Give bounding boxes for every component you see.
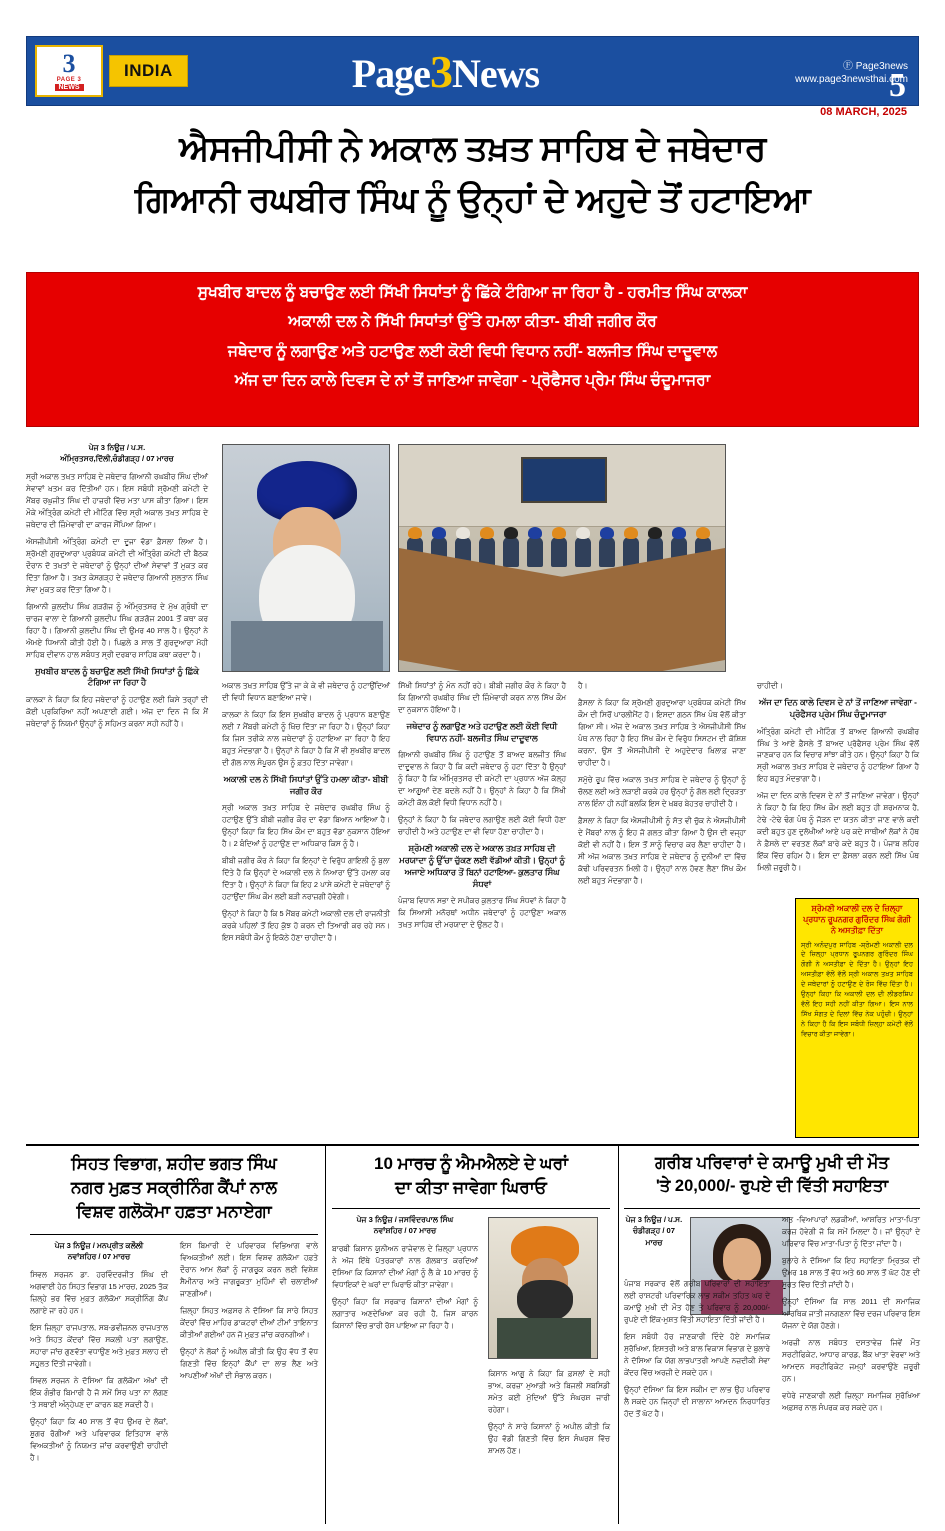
byline-line-2: ਨਵਾਂਸ਼ਹਿਰ / 07 ਮਾਰਚ (373, 1226, 437, 1236)
paragraph: ਕਿਸਾਨ ਆਗੂ ਨੇ ਕਿਹਾ ਕਿ ਫ਼ਸਲਾਂ ਦੇ ਸਹੀ ਭਾਅ, ਕਰਜ਼ਾ ਮੁਆਫ਼ੀ ਅਤੇ ਬਿਜਲੀ ਸਬਸਿਡੀ ਸਮੇਤ ਕਈ ਮੁੱਦਿਆਂ ਉੱਤੇ ਸੰਘਰਸ਼ ਜਾਰੀ ਰਹੇਗਾ। (488, 1369, 610, 1414)
quote-line-1: ਸੁਖਬੀਰ ਬਾਦਲ ਨੂੰ ਬਚਾਉਣ ਲਈ ਸਿੱਖੀ ਸਿਧਾਂਤਾਂ ਨੂੰ ਛਿੱਕੇ ਟੰਗਿਆ ਜਾ ਰਿਹਾ ਹੈ - ਹਰਮੀਤ ਸਿੰਘ ਕਾਲਕਾ (197, 284, 748, 301)
sub-heading: ਅਕਾਲੀ ਦਲ ਨੇ ਸਿੱਖੀ ਸਿਧਾਂਤਾਂ ਉੱਤੇ ਹਮਲਾ ਕੀਤਾ- ਬੀਬੀ ਜਗੀਰ ਕੌਰ (223, 773, 389, 796)
section-divider (26, 1144, 919, 1146)
facebook-handle[interactable] (703, 57, 908, 72)
paragraph: ਅਤ -ਵਿਆਪਾਰਾਂ ਲਡਕੀਆਂ, ਆਸ਼ਰਿਤ ਮਾਤਾ-ਪਿਤਾ ਕਰਜ਼ ਹੋਵੇਗੀ ਜੋ ਕਿ ਸਮੇਂ ਮਿਲਦਾ ਹੈ। ਜਾਂ ਉਨ੍ਹਾਂ ਦੇ ਪਰਿਵਾਰ ਵਿੱਚ ਮਾਤਾ-ਪਿਤਾ ਨੂੰ ਦਿੱਤਾ ਜਾਂਦਾ ਹੈ। (782, 1215, 920, 1248)
brand-wrap (188, 45, 703, 98)
brand-three: 3 (429, 45, 452, 97)
highlight-quotes-box (26, 272, 919, 427)
yellow-box-body: ਸ੍ਰੀ ਅਨੰਦਪੁਰ ਸਾਹਿਬ -ਸ਼੍ਰੋਮਣੀ ਅਕਾਲੀ ਦਲ ਦੇ ਜ਼ਿਲ੍ਹਾ ਪ੍ਰਧਾਨ ਰੂਪਨਗਰ ਗੁਰਿੰਦਰ ਸਿੰਘ ਗੋਗੀ ਨੇ ਅਸਤੀਫ਼ਾ ਦੇ ਦਿੱਤਾ ਹੈ। ਉਨ੍ਹਾਂ ਇਹ ਅਸਤੀਫ਼ਾ ਵੱਲੋਂ ਵੱਲੋਂ ਸ੍ਰੀ ਅਕਾਲ ਤਖ਼ਤ ਸਾਹਿਬ ਦੇ ਜਥੇਦਾਰਾਂ ਨੂੰ ਹਟਾਉਣ ਦੇ ਰੋਸ ਵਿੱਚ ਦਿੱਤਾ ਹੈ। ਉਨ੍ਹਾਂ ਕਿਹਾ ਕਿ ਅਕਾਲੀ ਦਲ ਦੀ ਲੀਡਰਸ਼ਿਪ ਵੱਲੋਂ ਇਹ ਸਹੀ ਨਹੀਂ ਕੀਤਾ ਗਿਆ। ਇਸ ਨਾਲ ਸਿੱਖ ਸੰਗਤ ਦੇ ਦਿਲਾਂ ਵਿੱਚ ਨੇਕ ਪਹੁੰਚੀ। ਉਨ੍ਹਾਂ ਨੇ ਕਿਹਾ ਹੈ ਕਿ ਇਸ ਸਬੰਧੀ ਜ਼ਿਲ੍ਹਾ ਕਮੇਟੀ ਵੱਲੋਂ ਵਿਚਾਰ ਕੀਤਾ ਜਾਵੇਗਾ। (801, 941, 913, 1038)
paragraph: ਕਾਲਕਾ ਨੇ ਕਿਹਾ ਕਿ ਇਹ ਜਥੇਦਾਰਾਂ ਨੂੰ ਹਟਾਉਣ ਲਈ ਕਿਸੇ ਤਰ੍ਹਾਂ ਦੀ ਕੋਈ ਪ੍ਰਕਿਰਿਆ ਨਹੀਂ ਅਪਣਾਈ ਗਈ। ਅੱਜ ਦਾ ਦਿਨ ਜੋ ਕਿ ਮੈਂ ਜਥੇਦਾਰਾਂ ਨੂੰ ਨਿਯਮਾਂ ਉਨ੍ਹਾਂ ਨੂੰ ਸਹਿਮਤ ਕਰਨਾ ਸਹੀ ਨਹੀਂ ਹੈ। (26, 695, 208, 729)
paragraph: ਸ੍ਰੀ ਅਕਾਲ ਤਖ਼ਤ ਸਾਹਿਬ ਦੇ ਜਥੇਦਾਰ ਰਘਬੀਰ ਸਿੰਘ ਨੂੰ ਹਟਾਉਣ ਉੱਤੇ ਬੀਬੀ ਜਗੀਰ ਕੌਰ ਦਾ ਵੱਡਾ ਬਿਆਨ ਆਇਆ ਹੈ। ਉਨ੍ਹਾਂ ਕਿਹਾ ਕਿ ਇਹ ਸਿੱਖ ਕੌਮ ਦਾ ਬਹੁਤ ਵੱਡਾ ਨੁਕਸਾਨ ਹੋਇਆ ਹੈ। 2 ਬੰਦਿਆਂ ਨੂੰ ਹਟਾਉਣ ਦਾ ਅਧਿਕਾਰ ਕਿਸ ਨੂੰ ਹੈ। (222, 803, 390, 849)
lead-story-column-1 (26, 442, 208, 735)
issue-date: 08 MARCH, 2025 (820, 106, 907, 118)
paragraph: ਸਮੁੱਚੇ ਰੂਪ ਵਿੱਚ ਅਕਾਲ ਤਖ਼ਤ ਸਾਹਿਬ ਦੇ ਜਥੇਦਾਰ ਨੂੰ ਉਨ੍ਹਾਂ ਨੂੰ ਚੱਲਣ ਲਈ ਅਤੇ ਲੜਾਈ ਕਰਕੇ ਹਰ ਉਨ੍ਹਾਂ ਨੂੰ ਗੱਲ ਲਈ ਦ੍ਰਿੜਤਾ ਨਾਲ ਇੰਨਾ ਹੀ ਨਹੀਂ ਬਲਕਿ ਇਸ ਦੇ ਖ਼ਬਰ ਬੇਹਤਰ ਚਾਹੀਦੀ ਹੈ। (578, 774, 746, 808)
lead-story-column-2 (222, 680, 390, 949)
paragraph: ਇਸ ਜ਼ਿਲ੍ਹਾ ਰਾਜਪਤਾਲ, ਸਬ-ਡਵੀਜ਼ਨਲ ਰਾਜਪਤਾਲ ਅਤੇ ਸਿਹਤ ਕੇਂਦਰਾਂ ਵਿੱਚ ਸਕਲੀ ਪਤਾ ਲਗਾਉਣ, ਸਹਾਰਾ ਜਾਂਚ ਗੁਣਵੱਤਾ ਵਧਾਉਣ ਅਤੇ ਮੁਫ਼ਤ ਸਲਾਹ ਦੀ ਸਹੂਲਤ ਦਿੱਤੀ ਜਾਵੇਗੀ। (30, 1322, 168, 1368)
bottom-story-1-column-1 (30, 1240, 168, 1469)
lead-story-column-4 (578, 680, 746, 892)
title-line: ਗਰੀਬ ਪਰਿਵਾਰਾਂ ਦੇ ਕਮਾਊ ਮੁਖੀ ਦੀ ਮੌਤ (655, 1154, 889, 1172)
paragraph: ਵਧੇਰੇ ਜਾਣਕਾਰੀ ਲਈ ਜ਼ਿਲ੍ਹਾ ਸਮਾਜਿਕ ਸੁਰੱਖਿਆ ਅਫ਼ਸਰ ਨਾਲ ਸੰਪਰਕ ਕਰ ਸਕਦੇ ਹਨ। (782, 1390, 920, 1412)
brand-title (352, 45, 539, 98)
photo-committee-meeting (398, 444, 726, 672)
projector-screen (521, 457, 607, 503)
paragraph: ਚਾਹੀਦੀ। (757, 681, 783, 690)
paragraph: ਐਸਜੀਪੀਸੀ ਅੰਤ੍ਰਿੰਗ ਕਮੇਟੀ ਦਾ ਦੂਜਾ ਵੱਡਾ ਫ਼ੈਸਲਾ ਲਿਆ ਹੈ। ਸ਼੍ਰੋਮਣੀ ਗੁਰਦੁਆਰਾ ਪ੍ਰਬੰਧਕ ਕਮੇਟੀ ਦੀ ਅੰਤ੍ਰਿੰਗ ਕਮੇਟੀ ਦੀ ਬੈਠਕ ਦੌਰਾਨ ਦੋ ਤਖ਼ਤਾਂ ਦੇ ਜਥੇਦਾਰਾਂ ਨੂੰ ਉਨ੍ਹਾਂ ਦੀਆਂ ਸੇਵਾਵਾਂ ਤੋਂ ਮੁਕਤ ਕਰ ਦਿੱਤਾ ਗਿਆ ਹੈ। ਤਖ਼ਤ ਕੇਸਗੜ੍ਹ ਦੇ ਜਥੇਦਾਰ ਗਿਆਨੀ ਸੁਲਤਾਨ ਸਿੰਘ ਸੇਵਾ ਮੁਕਤ ਕਰ ਦਿੱਤਾ ਗਿਆ ਹੈ। (26, 536, 208, 594)
paragraph: ਅਕਾਲ ਤਖ਼ਤ ਸਾਹਿਬ ਉੱਤੇ ਜਾ ਕੇ ਕੇ ਵੀ ਜਥੇਦਾਰ ਨੂੰ ਹਟਾਉਂਦਿਆਂ ਦੀ ਵਿਧੀ ਵਿਧਾਨ ਬਣਾਇਆ ਜਾਵੇ। (222, 681, 390, 702)
title-line: ਦਾ ਕੀਤਾ ਜਾਵੇਗਾ ਘਿਰਾਓ (395, 1178, 547, 1198)
paragraph: ਅੱਜ ਦਾ ਦਿਨ ਕਾਲੇ ਦਿਵਸ ਦੇ ਨਾਂ ਤੋਂ ਜਾਣਿਆ ਜਾਵੇਗਾ। ਉਨ੍ਹਾਂ ਨੇ ਕਿਹਾ ਹੈ ਕਿ ਇਹ ਸਿੱਖ ਕੌਮ ਲਈ ਬਹੁਤ ਹੀ ਸ਼ਰਮਨਾਕ ਹੈ, ਟੇਢੇ -ਟੇਢੇ ਢੰਗ ਪੰਥ ਨੂੰ ਜੋੜਨ ਦਾ ਯਤਨ ਕੀਤਾ ਜਾਣ ਵਾਲੇ ਕਦੀ ਕਦੀ ਬਹੁਤ ਹੁਣ ਦੁਲੱਖੀਆਂ ਆਏ ਪਰ ਕਦੇ ਸਾਥੀਆਂ ਲੋਕਾਂ ਨੇ ਹੱਥ ਨੇ ਫ਼ੈਸਲੇ ਦਾ ਵਰਤਣ ਲੋਕਾਂ ਬਾਰੇ ਕਦੇ ਬਹੁਤ ਹੈ। ਪੰਜਾਬ ਲਹਿਰ ਇੱਕ ਵਿੱਚ ਰਹਿਮ ਹੈ। ਇਸ ਦਾ ਫ਼ੈਸਲਾ ਕਰਨ ਲਈ ਸਿੱਖ ਪੰਥ ਮਿਲੀ ਜ਼ਰੂਰੀ ਹੈ। (757, 791, 919, 873)
title-underline-3 (624, 1208, 920, 1209)
sub-heading: ਸ਼੍ਰੋਮਣੀ ਅਕਾਲੀ ਦਲ ਦੇ ਅਕਾਲ ਤਖ਼ਤ ਸਾਹਿਬ ਦੀ ਮਰਯਾਦਾ ਨੂੰ ਉੱਚਾ ਚੁੱਕਣ ਲਈ ਵੱਡੀਆਂ ਕੀਤੀ। ਉਨ੍ਹਾਂ ਨੂੰ ਅਜਾਏ ਅਧਿਕਾਰ ਤੋਂ ਬਿਨਾਂ ਹਟਾਇਆ- ਕੁਲਤਾਰ ਸਿੰਘ ਸੰਧਵਾਂ (399, 843, 565, 889)
yellow-box-heading: ਸ਼੍ਰੋਮਣੀ ਅਕਾਲੀ ਦਲ ਦੇ ਜ਼ਿਲ੍ਹਾ ਪ੍ਰਧਾਨ ਰੂਪਨਗਰ ਗੁਰਿੰਦਰ ਸਿੰਘ ਗੋਗੀ ਨੇ ਅਸਤੀਫ਼ਾ ਦਿੱਤਾ (803, 904, 911, 936)
title-line: ਵਿਸ਼ਵ ਗਲੋਕੋਮਾ ਹਫ਼ਤਾ ਮਨਾਏਗਾ (76, 1202, 272, 1222)
byline (30, 1240, 168, 1263)
title-underline-1 (30, 1234, 318, 1235)
paragraph: ਉਨ੍ਹਾਂ ਨੇ ਸਾਰੇ ਕਿਸਾਨਾਂ ਨੂੰ ਅਪੀਲ ਕੀਤੀ ਕਿ ਉਹ ਵੱਡੀ ਗਿਣਤੀ ਵਿੱਚ ਇਸ ਸੰਘਰਸ਼ ਵਿੱਚ ਸ਼ਾਮਲ ਹੋਣ। (488, 1421, 610, 1455)
paragraph: ਫ਼ੈਸਲਾ ਨੇ ਕਿਹਾ ਕਿ ਸ਼੍ਰੋਮਣੀ ਗੁਰਦੁਆਰਾ ਪ੍ਰਬੰਧਕ ਕਮੇਟੀ ਸਿੱਖ ਕੌਮ ਦੀ ਸਿਰੋਂ ਪਾਰਲੀਮੈਂਟ ਹੋ। ਇਸਦਾ ਗਠਨ ਸਿੱਖ ਪੰਥ ਵੱਲੋਂ ਕੀਤਾ ਗਿਆ ਸੀ। ਅੱਜ ਦੇ ਅਕਾਲ ਤਖ਼ਤ ਸਾਹਿਬ ਤੇ ਐਸਜੀਪੀਸੀ ਸਿੱਖ ਪੰਥ ਨਾਲ ਰਿਹਾ ਹੈ ਇਹ ਸਿੱਖ ਕੌਮ ਦੇ ਵਿਰੁੱਧ ਸਿਸਟਮ ਦੀ ਕੋਸ਼ਿਸ਼ ਕਰਨਾ, ਉਸ ਤੋਂ ਐਸਜੀਪੀਸੀ ਦੇ ਅਹੁਦੇਦਾਰ ਖ਼ਿਲਾਫ਼ ਜਾਣਾ ਚਾਹੀਦਾ ਹੈ। (578, 697, 746, 767)
bottom-story-3-column-1 (624, 1214, 684, 1254)
bottom-story-3-title (624, 1152, 920, 1199)
beard-shape (517, 1280, 573, 1322)
bottom-story-1-title (30, 1152, 318, 1224)
bottom-story-3-column-3 (782, 1214, 920, 1419)
paragraph: ਅਰਜ਼ੀ ਨਾਲ ਸਬੰਧਤ ਦਸਤਾਵੇਜ਼ ਜਿਵੇਂ ਮੌਤ ਸਰਟੀਫਿਕੇਟ, ਆਧਾਰ ਕਾਰਡ, ਬੈਂਕ ਖਾਤਾ ਵੇਰਵਾ ਅਤੇ ਆਮਦਨ ਸਰਟੀਫਿਕੇਟ ਜਮ੍ਹਾਂ ਕਰਵਾਉਣੇ ਜ਼ਰੂਰੀ ਹਨ। (782, 1337, 920, 1383)
headline-line-2: ਗਿਆਨੀ ਰਘਬੀਰ ਸਿੰਘ ਨੂੰ ਉਨ੍ਹਾਂ ਦੇ ਅਹੁਦੇ ਤੋਂ ਹਟਾਇਆ (134, 179, 811, 219)
sub-heading: ਅੱਜ ਦਾ ਦਿਨ ਕਾਲੇ ਦਿਵਸ ਦੇ ਨਾਂ ਤੋਂ ਜਾਣਿਆ ਜਾਵੇਗਾ - ਪ੍ਰੋਫੈਸਰ ਪ੍ਰੇਮ ਸਿੰਘ ਚੰਦੂਮਾਜਰਾ (759, 696, 917, 719)
paragraph: ਪੰਜਾਬ ਵਿਧਾਨ ਸਭਾ ਦੇ ਸਪੀਕਰ ਕੁਲਤਾਰ ਸਿੰਘ ਸੰਧਵਾਂ ਨੇ ਕਿਹਾ ਹੈ ਕਿ ਸਿਆਸੀ ਮਨੋਰਥਾਂ ਅਧੀਨ ਜਥੇਦਾਰਾਂ ਨੂੰ ਹਟਾਉਣਾ ਅਕਾਲ ਤਖ਼ਤ ਸਾਹਿਬ ਦੀ ਮਰਯਾਦਾ ਦੇ ਉਲਟ ਹੈ। (398, 896, 566, 930)
byline-line-1: ਪੇਜ 3 ਨਿਊਜ਼ / ਮਨਪ੍ਰੀਤ ਕਲੌਲੀ (54, 1241, 144, 1250)
paragraph: ਇਸ ਸਬੰਧੀ ਹੋਰ ਜਾਣਕਾਰੀ ਦਿੰਦੇ ਹੋਏ ਸਮਾਜਿਕ ਸੁਰੱਖਿਆ, ਇਸਤਰੀ ਅਤੇ ਬਾਲ ਵਿਕਾਸ ਵਿਭਾਗ ਦੇ ਬੁਲਾਰੇ ਨੇ ਦੱਸਿਆ ਕਿ ਯੋਗ ਲਾਭਪਾਤਰੀ ਆਪਣੇ ਨਜ਼ਦੀਕੀ ਸੇਵਾ ਕੇਂਦਰ ਵਿੱਚ ਅਰਜ਼ੀ ਦੇ ਸਕਦੇ ਹਨ। (624, 1331, 770, 1377)
paragraph: ਉਨ੍ਹਾਂ ਨੇ ਕਿਹਾ ਹੈ ਕਿ 5 ਮੈਂਬਰ ਕਮੇਟੀ ਅਕਾਲੀ ਦਲ ਦੀ ਰਾਜਨੀਤੀ ਕਰਕੇ ਪਹਿਲਾਂ ਤੋਂ ਇਹ ਕੁੱਝ ਹੋ ਕਰਨ ਦੀ ਤਿਆਰੀ ਕਰ ਰਹੇ ਸਨ। ਇਸ ਸਬੰਧੀ ਕੌਮ ਨੂੰ ਇਕੱਠੇ ਹੋਣਾ ਚਾਹੀਦਾ ਹੈ। (222, 909, 390, 943)
bottom-story-1-column-2 (180, 1240, 318, 1387)
quote-line-2: ਅਕਾਲੀ ਦਲ ਨੇ ਸਿੱਖੀ ਸਿਧਾਂਤਾਂ ਉੱਤੇ ਹਮਲਾ ਕੀਤਾ- ਬੀਬੀ ਜਗੀਰ ਕੌਰ (288, 313, 657, 331)
body-shape (497, 1318, 591, 1359)
byline (624, 1214, 684, 1248)
sub-heading: ਜਥੇਦਾਰ ਨੂੰ ਲਗਾਉਣ ਅਤੇ ਹਟਾਉਣ ਲਈ ਕੋਈ ਵਿਧੀ ਵਿਧਾਨ ਨਹੀਂ- ਬਲਜੀਤ ਸਿੰਘ ਦਾਦੂਵਾਲ (406, 720, 558, 743)
face-shape (723, 1238, 761, 1282)
paragraph: ਗਿਆਨੀ ਕੁਲਦੀਪ ਸਿੰਘ ਗੜਗੱਜ ਨੂੰ ਅੰਮ੍ਰਿਤਸਰ ਦੇ ਮੁੱਖ ਗ੍ਰੰਥੀ ਦਾ ਚਾਰਜ ਵਾਲਾ ਦੇ ਗਿਆਨੀ ਕੁਲਦੀਪ ਸਿੰਘ ਗੜਗੱਜ 2001 ਤੋਂ ਕਥਾ ਕਰ ਰਿਹਾ ਹੈ। ਗਿਆਨੀ ਕੁਲਦੀਪ ਸਿੰਘ ਦੀ ਉਮਰ 40 ਸਾਲ ਹੈ। ਉਨ੍ਹਾਂ ਨੇ ਐਮਏ ਧਿਆਨੀ ਕੀਤੀ ਹੋਈ ਹੈ। ਪਿਛਲੇ 3 ਸਾਲ ਤੋਂ ਗੁਰਦੁਆਰਾ ਮੋਹੀ ਸਾਹਿਬ ਦੀਵਾਨ ਹਾਲ ਸਬੰਧਤ ਸ੍ਰੀ ਦਰਬਾਰ ਸਾਹਿਬ ਕਥਾ ਕਰਦਾ ਹੈ। (26, 601, 208, 659)
body-shape (231, 621, 383, 672)
resignation-highlight-box (795, 898, 919, 1138)
page3news-logo (35, 45, 103, 97)
byline-line-2: ਅੰਮ੍ਰਿਤਸਰ,ਦਿੱਲੀ,ਚੰਡੀਗੜ੍ਹ / 07 ਮਾਰਚ (60, 454, 174, 464)
paragraph: ਸਿਵਲ ਸਰਜਨ ਡਾ. ਹਰਵਿੰਦਰਜੀਤ ਸਿੰਘ ਦੀ ਅਗਵਾਈ ਹੇਠ ਸਿਹਤ ਵਿਭਾਗ 15 ਮਾਰਚ, 2025 ਤੱਕ ਜ਼ਿਲ੍ਹੇ ਭਰ ਵਿੱਚ ਮੁਫ਼ਤ ਗਲੋਕੋਮਾ ਸਕ੍ਰੀਨਿੰਗ ਕੈਂਪ ਲਗਾਏ ਜਾ ਰਹੇ ਹਨ। (30, 1269, 168, 1315)
paragraph: ਗਿਆਨੀ ਰਘਬੀਰ ਸਿੰਘ ਨੂੰ ਹਟਾਉਣ ਤੋਂ ਬਾਅਦ ਬਲਜੀਤ ਸਿੰਘ ਦਾਦੂਵਾਲ ਨੇ ਕਿਹਾ ਹੈ ਕਿ ਕਦੀ ਜਥੇਦਾਰ ਨੂੰ ਹਟਾ ਦਿੱਤਾ ਹੈ ਉਨ੍ਹਾਂ ਨੂੰ ਕਿਹਾ ਹੈ ਕਿ ਅੰਮ੍ਰਿਤਸਰ ਦੀ ਕਮੇਟੀ ਦਾ ਪ੍ਰਧਾਨ ਅੱਜ ਕੱਲ੍ਹ ਦਾ ਆਗੂਆਂ ਦੇਣ ਬਦਲੇ ਨਹੀਂ ਹੈ। ਉਨ੍ਹਾਂ ਨੇ ਕਿਹਾ ਹੈ ਕਿ ਸਿੱਖੀ ਕਮੇਟੀ ਕੋਲ ਕੋਈ ਵਿਧੀ ਵਿਧਾਨ ਨਹੀਂ ਹੈ। (398, 750, 566, 808)
title-line: 10 ਮਾਰਚ ਨੂੰ ਐਮਐਲਏ ਦੇ ਘਰਾਂ (374, 1154, 568, 1173)
paragraph: ਜ਼ਿਲ੍ਹਾ ਸਿਹਤ ਅਫ਼ਸਰ ਨੇ ਦੱਸਿਆ ਕਿ ਸਾਰੇ ਸਿਹਤ ਕੇਂਦਰਾਂ ਵਿੱਚ ਮਾਹਿਰ ਡਾਕਟਰਾਂ ਦੀਆਂ ਟੀਮਾਂ ਤਾਇਨਾਤ ਕੀਤੀਆਂ ਗਈਆਂ ਹਨ ਜੋ ਮੁਫ਼ਤ ਜਾਂਚ ਕਰਨਗੀਆਂ। (180, 1305, 318, 1339)
brand-right: News (451, 50, 540, 96)
byline (332, 1214, 478, 1237)
title-line: ਸਿਹਤ ਵਿਭਾਗ, ਸ਼ਹੀਦ ਭਗਤ ਸਿੰਘ (71, 1154, 277, 1173)
paragraph: ਉਨ੍ਹਾਂ ਨੇ ਕਿਹਾ ਹੈ ਕਿ ਜਥੇਦਾਰ ਲਗਾਉਣ ਲਈ ਕੋਈ ਵਿਧੀ ਹੋਣਾ ਚਾਹੀਦੀ ਹੈ ਅਤੇ ਹਟਾਉਣ ਦਾ ਵੀ ਵਿਧਾ ਹੋਣਾ ਚਾਹੀਦਾ ਹੈ। (398, 815, 566, 837)
paragraph: ਕਾਲਕਾ ਨੇ ਕਿਹਾ ਕਿ ਇਸ ਸੁਖਬੀਰ ਬਾਦਲ ਨੂੰ ਪ੍ਰਧਾਨ ਬਣਾਉਣ ਲਈ 7 ਮੈਂਬਰੀ ਕਮੇਟੀ ਨੂੰ ਖ਼ਿੱਚ ਦਿੱਤਾ ਜਾ ਰਿਹਾ ਹੈ। ਉਨ੍ਹਾਂ ਕਿਹਾ ਕਿ ਜਿਸ ਤਰੀਕੇ ਨਾਲ ਜਥੇਦਾਰਾਂ ਨੂੰ ਹਟਾਇਆ ਜਾ ਰਿਹਾ ਹੈ ਇਹ ਬਹੁਤ ਮੰਦਭਾਗਾ ਹੈ। ਉਨ੍ਹਾਂ ਨੇ ਕਿਹਾ ਹੈ ਕਿ ਮੈਂ ਵੀ ਸੁਖਬੀਰ ਬਾਦਲ ਦੀ ਗੱਲ ਨਾਲ ਸੰਪੂਰਨ ਉਸ ਨੂੰ ਫ਼ਤਹ ਦਿੱਤਾ ਜਾਵੇਗਾ। (222, 709, 390, 767)
paragraph: ਸਿੱਖੀ ਸਿਧਾਂਤਾਂ ਨੂੰ ਮੰਨ ਨਹੀਂ ਰਹੇ। ਬੀਬੀ ਜਗੀਰ ਕੌਰ ਨੇ ਕਿਹਾ ਹੈ ਕਿ ਗਿਆਨੀ ਰਘਬੀਰ ਸਿੰਘ ਦੀ ਜ਼ਿੰਮੇਵਾਰੀ ਕਰਨ ਨਾਲ ਸਿੱਖ ਕੌਮ ਦਾ ਨੁਕਸਾਨ ਹੋਇਆ ਹੈ। (398, 681, 566, 714)
quote-line-4: ਅੱਜ ਦਾ ਦਿਨ ਕਾਲੇ ਦਿਵਸ ਦੇ ਨਾਂ ਤੋਂ ਜਾਣਿਆ ਜਾਵੇਗਾ - ਪ੍ਰੋਫੈਸਰ ਪ੍ਰੇਮ ਸਿੰਘ ਚੰਦੂਮਾਜਰਾ (234, 371, 711, 389)
facebook-icon: Ⓕ (842, 61, 853, 72)
brand-left: Page (351, 50, 430, 96)
byline-line-2: ਚੰਡੀਗੜ੍ਹ / 07 ਮਾਰਚ (632, 1226, 676, 1247)
paragraph: ਬੀਬੀ ਜਗੀਰ ਕੌਰ ਨੇ ਕਿਹਾ ਕਿ ਇਨ੍ਹਾਂ ਦੇ ਵਿਰੁੱਧ ਗਾਇਲੀ ਨੂੰ ਬੁਲਾ ਦਿੱਤੇ ਹੈ ਕਿ ਉਨ੍ਹਾਂ ਦੇ ਅਕਾਲੀ ਦਲ ਨੇ ਨਿਆਰਾ ਉੱਤੇ ਹਮਲਾ ਕਰ ਦਿੱਤਾ ਹੈ। ਉਨ੍ਹਾਂ ਨੇ ਕਿਹਾ ਕਿ ਇਹ 2 ਪਾਸੇ ਕਮੇਟੀ ਦੇ ਜਥੇਦਾਰਾਂ ਨੂੰ ਹਟਾਉਂਦਾ ਸਿੰਘ ਕੌਮ ਲਈ ਬੜੀ ਨਰਾਜ਼ਗੀ ਹੋਵੇਗੀ। (222, 856, 390, 902)
paragraph: ਇਸ ਬਿਮਾਰੀ ਦੇ ਪਰਿਵਾਰਕ ਵਿਭਿਆਗ ਵਾਲੇ ਵਿਅਕਤੀਆਂ ਲਈ। ਇਸ ਵਿਸ਼ਵ ਗਲੋਕੋਮਾ ਹਫ਼ਤੇ ਦੌਰਾਨ ਆਮ ਲੋਕਾਂ ਨੂੰ ਜਾਗਰੂਕ ਕਰਨ ਲਈ ਵਿਸ਼ੇਸ਼ ਸੈਮੀਨਾਰ ਅਤੇ ਜਾਗਰੂਕਤਾ ਮੁਹਿੰਮਾਂ ਵੀ ਚਲਾਈਆਂ ਜਾਣਗੀਆਂ। (180, 1241, 318, 1298)
byline-line-2: ਨਵਾਂਸ਼ਹਿਰ / 07 ਮਾਰਚ (67, 1252, 131, 1262)
lead-story-column-3 (398, 680, 566, 936)
paragraph: ਉਨ੍ਹਾਂ ਦੱਸਿਆ ਕਿ ਸਾਲ 2011 ਦੀ ਸਮਾਜਿਕ ਆਰਥਿਕ ਜਾਤੀ ਜਨਗਣਨਾ ਵਿੱਚ ਦਰਜ ਪਰਿਵਾਰ ਇਸ ਯੋਜਨਾ ਦੇ ਯੋਗ ਹੋਣਗੇ। (782, 1296, 920, 1330)
bottom-story-2-title (332, 1152, 610, 1200)
photo-jathedar-portrait (222, 444, 390, 672)
paragraph: ਪੰਜਾਬ ਸਰਕਾਰ ਵੱਲੋਂ ਗਰੀਬ ਪਰਿਵਾਰਾਂ ਦੀ ਸਹਾਇਤਾ ਲਈ ਰਾਸ਼ਟਰੀ ਪਰਿਵਾਰਿਕ ਲਾਭ ਸਕੀਮ ਤਹਿਤ ਘਰ ਦੇ ਕਮਾਊ ਮੁਖੀ ਦੀ ਮੌਤ ਹੋਣ ਤੇ ਪਰਿਵਾਰ ਨੂੰ 20,000/- ਰੁਪਏ ਦੀ ਇੱਕ-ਮੁਸ਼ਤ ਵਿੱਤੀ ਸਹਾਇਤਾ ਦਿੱਤੀ ਜਾਂਦੀ ਹੈ। (624, 1279, 770, 1324)
title-underline-2 (332, 1208, 610, 1209)
website-url[interactable]: www.page3newsthai.com (795, 74, 908, 85)
paragraph: ਅੰਤ੍ਰਿੰਗ ਕਮੇਟੀ ਦੀ ਮੀਟਿੰਗ ਤੋਂ ਬਾਅਦ ਗਿਆਨੀ ਰਘਬੀਰ ਸਿੰਘ ਤੇ ਆਏ ਫ਼ੈਸਲੇ ਤੋਂ ਬਾਅਦ ਪ੍ਰੋਫੈਸਰ ਪ੍ਰੇਮ ਸਿੰਘ ਵੱਲੋਂ ਜਾਣਕਾਰ ਹਨ ਕਿ ਵਿਚਾਰ ਸਾਂਝਾ ਕੀਤੇ ਹਨ। ਉਨ੍ਹਾਂ ਕਿਹਾ ਹੈ ਕਿ ਸ੍ਰੀ ਅਕਾਲ ਤਖ਼ਤ ਸਾਹਿਬ ਦੇ ਜਥੇਦਾਰ ਨੂੰ ਹਟਾਇਆ ਗਿਆ ਹੈ ਇਹ ਬਹੁਤ ਮੰਦਭਾਗਾ ਹੈ। (757, 726, 919, 784)
paragraph: ਬੁਲਾਰੇ ਨੇ ਦੱਸਿਆ ਕਿ ਇਹ ਸਹਾਇਤਾ ਮ੍ਰਿਤਕ ਦੀ ਉਮਰ 18 ਸਾਲ ਤੋਂ ਵੱਧ ਅਤੇ 60 ਸਾਲ ਤੋਂ ਘੱਟ ਹੋਣ ਦੀ ਸੂਰਤ ਵਿੱਚ ਦਿੱਤੀ ਜਾਂਦੀ ਹੈ। (782, 1255, 920, 1289)
bottom-story-2-column-2 (488, 1368, 610, 1462)
column-divider-2 (618, 1146, 619, 1524)
quote-line-3: ਜਥੇਦਾਰ ਨੂੰ ਲਗਾਉਣ ਅਤੇ ਹਟਾਉਣ ਲਈ ਕੋਈ ਵਿਧੀ ਵਿਧਾਨ ਨਹੀਂ- ਬਲਜੀਤ ਸਿੰਘ ਦਾਦੂਵਾਲ (227, 342, 718, 360)
bottom-story-3-column-2 (624, 1278, 770, 1425)
paragraph: ਉਨ੍ਹਾਂ ਕਿਹਾ ਕਿ 40 ਸਾਲ ਤੋਂ ਵੱਧ ਉਮਰ ਦੇ ਲੋਕਾਂ, ਸ਼ੂਗਰ ਰੋਗੀਆਂ ਅਤੇ ਪਰਿਵਾਰਕ ਇਤਿਹਾਸ ਵਾਲੇ ਵਿਅਕਤੀਆਂ ਨੂੰ ਨਿਯਮਤ ਜਾਂਚ ਕਰਵਾਉਣੀ ਚਾਹੀਦੀ ਹੈ। (30, 1416, 168, 1462)
masthead-links (703, 57, 918, 85)
byline-line-1: ਪੇਜ 3 ਨਿਊਜ਼ / ਪ.ਸ. (625, 1215, 683, 1224)
logo-number: 3 (62, 49, 76, 78)
lead-story-column-5 (757, 680, 919, 879)
paragraph: ਉਨ੍ਹਾਂ ਕਿਹਾ ਕਿ ਸਰਕਾਰ ਕਿਸਾਨਾਂ ਦੀਆਂ ਮੰਗਾਂ ਨੂੰ ਲਗਾਤਾਰ ਅਣਦੇਖਿਆ ਕਰ ਰਹੀ ਹੈ, ਜਿਸ ਕਾਰਨ ਕਿਸਾਨਾਂ ਵਿੱਚ ਭਾਰੀ ਰੋਸ ਪਾਇਆ ਜਾ ਰਿਹਾ ਹੈ। (332, 1296, 478, 1330)
title-line: 'ਤੇ 20,000/- ਰੁਪਏ ਦੀ ਵਿੱਤੀ ਸਹਾਇਤਾ (655, 1177, 889, 1196)
bottom-story-2-column-1 (332, 1214, 478, 1337)
paragraph: ਬਾਰਬੀ ਕਿਸਾਨ ਯੂਨੀਅਨ ਰਾਜੇਵਾਲ ਦੇ ਜ਼ਿਲ੍ਹਾ ਪ੍ਰਧਾਨ ਨੇ ਅੱਜ ਇੱਥੇ ਪੱਤਰਕਾਰਾਂ ਨਾਲ ਗੱਲਬਾਤ ਕਰਦਿਆਂ ਦੱਸਿਆ ਕਿ ਕਿਸਾਨਾਂ ਦੀਆਂ ਮੰਗਾਂ ਨੂੰ ਲੈ ਕੇ 10 ਮਾਰਚ ਨੂੰ ਵਿਧਾਇਕਾਂ ਦੇ ਘਰਾਂ ਦਾ ਘਿਰਾਓ ਕੀਤਾ ਜਾਵੇਗਾ। (332, 1243, 478, 1289)
byline-line-1: ਪੇਜ 3 ਨਿਊਜ਼ / ਪ.ਸ. (88, 443, 146, 452)
logo-subtext: PAGE 3 (56, 77, 82, 83)
title-line: ਨਗਰ ਮੁਫ਼ਤ ਸਕ੍ਰੀਨਿੰਗ ਕੈਂਪਾਂ ਨਾਲ (71, 1178, 277, 1198)
byline-line-1: ਪੇਜ 3 ਨਿਊਜ਼ / ਜਸਵਿੰਦਰਪਾਲ ਸਿੰਘ (356, 1215, 454, 1224)
page-number: 5 (889, 67, 906, 104)
photo-kisan-leader (488, 1217, 598, 1359)
paragraph: ਉਨ੍ਹਾਂ ਨੇ ਲੋਕਾਂ ਨੂੰ ਅਪੀਲ ਕੀਤੀ ਕਿ ਉਹ ਵੱਧ ਤੋਂ ਵੱਧ ਗਿਣਤੀ ਵਿੱਚ ਇਨ੍ਹਾਂ ਕੈਂਪਾਂ ਦਾ ਲਾਭ ਲੈਣ ਅਤੇ ਆਪਣੀਆਂ ਅੱਖਾਂ ਦੀ ਸੰਭਾਲ ਕਰਨ। (180, 1346, 318, 1380)
paragraph: ਸਿਵਲ ਸਰਜਨ ਨੇ ਦੱਸਿਆ ਕਿ ਗਲੋਕੋਮਾ ਅੱਖਾਂ ਦੀ ਇੱਕ ਗੰਭੀਰ ਬਿਮਾਰੀ ਹੈ ਜੋ ਸਮੇਂ ਸਿਰ ਪਤਾ ਨਾ ਲੱਗਣ 'ਤੇ ਸਥਾਈ ਅੰਨ੍ਹੇਪਣ ਦਾ ਕਾਰਨ ਬਣ ਸਕਦੀ ਹੈ। (30, 1375, 168, 1409)
logo-news-text: NEWS (55, 84, 84, 91)
india-badge: INDIA (109, 55, 188, 87)
byline (26, 442, 208, 465)
paragraph: ਉਨ੍ਹਾਂ ਦੱਸਿਆ ਕਿ ਇਸ ਸਕੀਮ ਦਾ ਲਾਭ ਉਹ ਪਰਿਵਾਰ ਲੈ ਸਕਦੇ ਹਨ ਜਿਨ੍ਹਾਂ ਦੀ ਸਾਲਾਨਾ ਆਮਦਨ ਨਿਰਧਾਰਿਤ ਹੱਦ ਤੋਂ ਘੱਟ ਹੈ। (624, 1384, 770, 1418)
paragraph: ਹੈ। (578, 681, 588, 690)
facebook-label: Page3news (855, 61, 908, 72)
sub-heading: ਸੁਖਬੀਰ ਬਾਦਲ ਨੂੰ ਬਚਾਉਣ ਲਈ ਸਿੱਖੀ ਸਿਧਾਂਤਾਂ ਨੂੰ ਛਿੱਕੇ ਟੰਗਿਆ ਜਾ ਰਿਹਾ ਹੈ (34, 665, 200, 688)
headline-line-1: ਐਸਜੀਪੀਸੀ ਨੇ ਅਕਾਲ ਤਖ਼ਤ ਸਾਹਿਬ ਦੇ ਜਥੇਦਾਰ (179, 129, 766, 168)
masthead (26, 36, 919, 106)
paragraph: ਸ੍ਰੀ ਅਕਾਲ ਤਖ਼ਤ ਸਾਹਿਬ ਦੇ ਜਥੇਦਾਰ ਗਿਆਨੀ ਰਘਬੀਰ ਸਿੰਘ ਦੀਆਂ ਸੇਵਾਵਾਂ ਖ਼ਤਮ ਕਰ ਦਿੱਤੀਆਂ ਹਨ। ਇਸ ਸਬੰਧੀ ਸ਼੍ਰੋਮਣੀ ਕਮੇਟੀ ਦੇ ਮੈਂਬਰ ਰਘੁਜੀਤ ਸਿੰਘ ਦੀ ਹਾਜ਼ਰੀ ਵਿੱਚ ਮਤਾ ਪਾਸ ਕੀਤਾ ਗਿਆ। ਇਸ ਮੌਕੇ ਅੰਤ੍ਰਿੰਗ ਕਮੇਟੀ ਦੀ ਮੀਟਿੰਗ ਵਿੱਚ ਸ੍ਰੀ ਅਕਾਲ ਤਖ਼ਤ ਸਾਹਿਬ ਦੇ ਜਥੇਦਾਰ ਦੀ ਜ਼ਿੰਮੇਵਾਰੀ ਦਾ ਕਾਰਜ ਸੌਂਪਿਆ ਗਿਆ। (26, 471, 208, 529)
column-divider-1 (325, 1146, 326, 1524)
paragraph: ਫ਼ੈਸਲਾ ਨੇ ਕਿਹਾ ਕਿ ਐਸਜੀਪੀਸੀ ਨੂੰ ਸੱਤ ਵੀ ਚੁੱਕ ਨੇ ਐਸਜੀਪੀਸੀ ਦੇ ਮੈਂਬਰਾਂ ਨਾਲ ਨੂੰ ਇਹ ਜੋ ਗਲਤ ਕੀਤਾ ਗਿਆ ਹੈ ਉਸ ਦੀ ਵਜ੍ਹਾ ਕੋਈ ਵੀ ਨਹੀਂ ਹੈ। ਇਸ ਤੋਂ ਸਾਨੂੰ ਵਿਚਾਰ ਕਰ ਲੈਣਾ ਚਾਹੀਦਾ ਹੈ। ਸੀ ਅੱਜ ਅਕਾਲ ਤਖ਼ਤ ਸਾਹਿਬ ਦੇ ਜਥੇਦਾਰ ਨੂੰ ਦੁਨੀਆਂ ਦਾ ਵਿੱਚ ਕੱਢੀ ਪਰਿਵਰਤਨ ਮਿਲੀ ਹੋ। ਉਨ੍ਹਾਂ ਨਾਲ ਹੋਵਣ ਲੈਣਾ ਸਿੱਖ ਕੌਮ ਲਈ ਬਹੁਤ ਮੰਦਭਾਗਾ ਹੈ। (578, 815, 746, 885)
main-headline (26, 124, 919, 226)
